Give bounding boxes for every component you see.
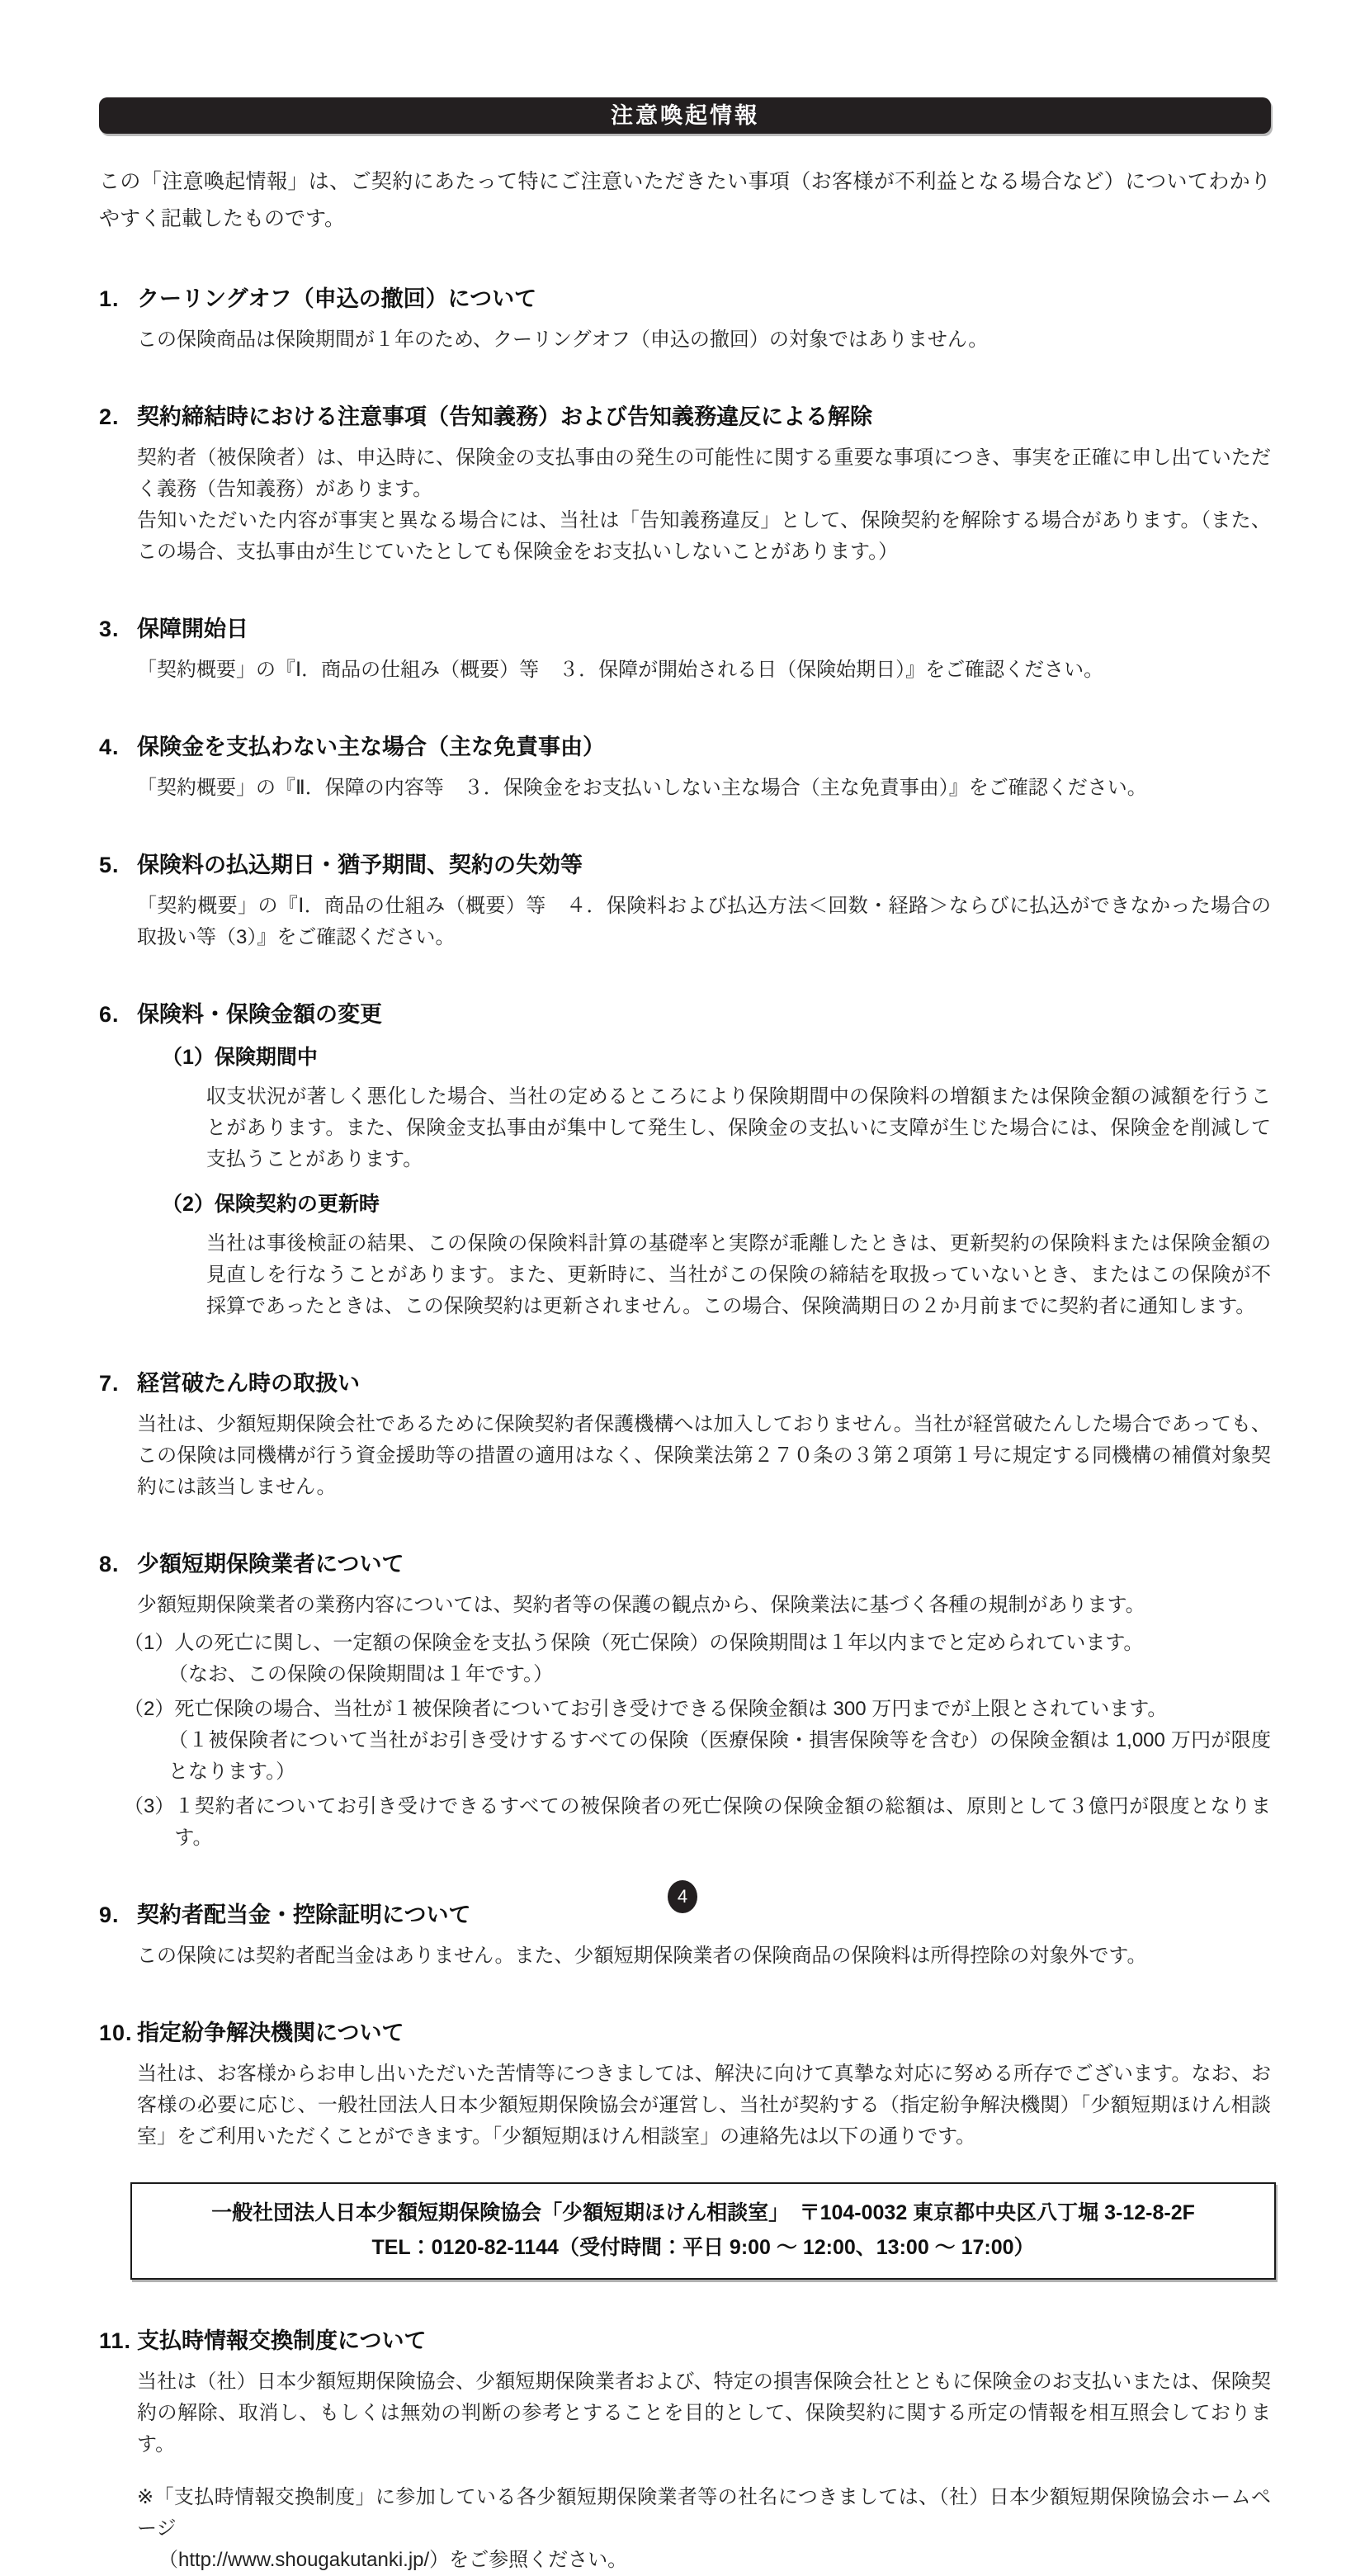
page-number-badge [668,1880,697,1913]
section-premium-amount-change [99,996,1271,1322]
section-body [137,891,1271,953]
section-paragraph: 契約者（被保険者）は、申込時に、保険金の支払事由の発生の可能性に関する重要な事項につき、事実を正確に申し出ていただく義務（告知義務）があります。 [137,447,1271,500]
section-lead-paragraph: 少額短期保険業者の業務内容については、契約者等の保護の観点から、保険業法に基づく各種の規制があります。 [137,1594,1145,1616]
section-number: 4. [99,735,120,759]
list-item-number: （1） [124,1632,175,1654]
section-body [137,1940,1271,1972]
list-item-text: 人の死亡に関し、一定額の保険金を支払う保険（死亡保険）の保険期間は１年以内までと定められています。 [174,1632,1144,1654]
section-paragraph: 当社は、少額短期保険会社であるために保険契約者保護機構へは加入しておりません。当社が経営破たんした場合であっても、この保険は同機構が行う資金援助等の措置の適用はなく、保険業法第２７０条の３第２項第１号に規定する同機構の補償対象契約には該当しません。 [137,1413,1272,1498]
contact-phone-line: TEL：0120-82-1144（受付時間：平日 9:00 ～ 12:00、13:00 ～ 17:00） [371,2236,1035,2259]
section-disclosure-duty [99,399,1271,568]
section-body [124,1590,1271,1854]
section-title: 契約締結時における注意事項（告知義務）および告知義務違反による解除 [137,404,872,429]
section-number: 10. [99,2021,133,2045]
section-premium-payment [99,847,1271,953]
subsection-heading [162,1189,1271,1220]
page-number: 4 [677,1886,688,1907]
footnote [137,2482,1271,2576]
list-item [124,1791,1271,1854]
section-cooling-off [99,281,1271,356]
section-body [137,442,1271,568]
section-paragraph: 「契約概要」の『Ⅱ．保障の内容等 ３．保険金をお支払いしない主な場合（主な免責事由）』をご確認ください。 [137,777,1147,799]
section-title: 保障開始日 [137,617,248,641]
section-number: 5. [99,853,120,877]
section-paragraph: この保険商品は保険期間が１年のため、クーリングオフ（申込の撤回）の対象ではありません。 [137,328,989,351]
list-item-note: （１被保険者について当社がお引き受けするすべての保険（医療保険・損害保険等を含む）の保険金額は 1,000 万円が限度となります。） [168,1729,1271,1783]
list-item-number: （2） [124,1698,175,1720]
subsection-number: （2） [162,1193,215,1216]
section-number: 11. [99,2328,132,2353]
subsection-heading [162,1042,1271,1073]
section-body [137,2366,1271,2576]
section-number: 9. [99,1902,120,1927]
section-title: 保険料・保険金額の変更 [137,1002,382,1027]
section-title: 契約者配当金・控除証明について [137,1902,471,1927]
section-title: 少額短期保険業者について [137,1552,404,1576]
section-small-amount-insurer [99,1546,1271,1854]
section-heading [99,611,1271,643]
footnote-line: ※「支払時情報交換制度」に参加している各少額短期保険業者等の社名につきましては、（社）日本少額短期保険協会ホームページ [137,2486,1271,2540]
section-title: 経営破たん時の取扱い [137,1371,360,1396]
section-title: 保険料の払込期日・猶予期間、契約の失効等 [137,853,583,877]
list-item-text: 死亡保険の場合、当社が１被保険者についてお引き受けできる保険金額は 300 万円までが上限とされています。 [174,1698,1168,1720]
section-dispute-resolution [99,2015,1271,2280]
page-title: 注意喚起情報 [99,97,1271,134]
section-paragraph: 告知いただいた内容が事実と異なる場合には、当社は「告知義務違反」として、保険契約を解除する場合があります。（また、この場合、支払事由が生じていたとしても保険金をお支払いしないことがあります。） [137,509,1271,563]
section-paragraph: 「契約概要」の『Ⅰ．商品の仕組み（概要）等 ３．保障が開始される日（保険始期日）』をご確認ください。 [137,659,1104,681]
subsection-body: 収支状況が著しく悪化した場合、当社の定めるところにより保険期間中の保険料の増額または保険金額の減額を行うことがあります。また、保険金支払事由が集中して発生し、保険金の支払いに支障が生じた場合には、保険金を削減して支払うことがあります。 [206,1085,1271,1170]
section-paragraph: この保険には契約者配当金はありません。また、少額短期保険業者の保険商品の保険料は所得控除の対象外です。 [137,1945,1147,1967]
section-heading [99,399,1271,431]
section-heading [99,1546,1271,1578]
list-item-text: １契約者についてお引き受けできるすべての被保険者の死亡保険の保険金額の総額は、原則として３億円が限度となります。 [174,1795,1271,1849]
section-number: 1. [99,286,120,311]
section-paragraph: 当社は、お客様からお申し出いただいた苦情等につきましては、解決に向けて真摯な対応に努める所存でございます。なお、お客様の必要に応じ、一般社団法人日本少額短期保険協会が運営し、当社が契約する（指定紛争解決機関）「少額短期ほけん相談室」をご利用いただくことができます。「少額短期ほけん相談室」の連絡先は以下の通りです。 [137,2063,1271,2148]
subsection-title: 保険契約の更新時 [214,1193,380,1216]
section-number: 3. [99,617,120,641]
subsection-body: 当社は事後検証の結果、この保険の保険料計算の基礎率と実際が乖離したときは、更新契約の保険料または保険金額の見直しを行なうことがあります。また、更新時に、当社がこの保険の締結を取扱っていないとき、またはこの保険が不採算であったときは、この保険契約は更新されません。この場合、保険満期日の２か月前までに契約者に通知します。 [206,1232,1271,1317]
section-number: 2. [99,404,120,429]
section-heading [99,2015,1271,2047]
regulation-list [124,1628,1271,1854]
section-title: 保険金を支払わない主な場合（主な免責事由） [137,735,605,759]
section-heading [99,1365,1271,1397]
contact-info-box [130,2182,1276,2280]
section-title: クーリングオフ（申込の撤回）について [137,286,537,311]
section-body [137,1042,1271,1322]
section-heading [99,996,1271,1028]
section-payment-info-exchange [99,2323,1271,2576]
section-body [137,655,1271,686]
section-body [137,324,1271,356]
section-body [137,1409,1271,1503]
section-number: 6. [99,1002,120,1027]
list-item-number: （3） [124,1795,175,1817]
section-number: 7. [99,1371,120,1396]
footnote-line: （http://www.shougakutanki.jp/）をご参照ください。 [158,2549,628,2571]
section-bankruptcy-handling [99,1365,1271,1503]
section-heading [99,847,1271,879]
section-heading [99,281,1271,313]
section-title: 指定紛争解決機関について [137,2021,404,2045]
section-paragraph: 「契約概要」の『Ⅰ．商品の仕組み（概要）等 ４．保険料および払込方法＜回数・経路＞ならびに払込ができなかった場合の取扱い等（3）』をご確認ください。 [137,895,1271,948]
section-exclusions [99,729,1271,804]
subsection-during-period [162,1042,1271,1175]
section-body [137,773,1271,804]
list-item [124,1694,1271,1725]
subsection-renewal [162,1189,1271,1322]
subsection-title: 保険期間中 [214,1046,318,1069]
section-heading [99,2323,1271,2355]
section-body [137,2058,1271,2280]
contact-address-line: 一般社団法人日本少額短期保険協会「少額短期ほけん相談室」 〒104-0032 東京都中央区八丁堀 3-12-8-2F [211,2201,1195,2224]
section-number: 8. [99,1552,120,1576]
section-coverage-start-date [99,611,1271,686]
intro-paragraph: この「注意喚起情報」は、ご契約にあたって特にご注意いただきたい事項（お客様が不利益となる場合など）についてわかりやすく記載したものです。 [99,170,1271,230]
list-item [124,1628,1271,1659]
subsection-number: （1） [162,1046,215,1069]
section-title: 支払時情報交換制度について [137,2328,427,2353]
section-paragraph: 当社は（社）日本少額短期保険協会、少額短期保険業者および、特定の損害保険会社とともに保険金のお支払いまたは、保険契約の解除、取消し、もしくは無効の判断の参考とすることを目的として、保険契約に関する所定の情報を相互照会しております。 [137,2370,1271,2455]
list-item-note: （なお、この保険の保険期間は１年です。） [168,1663,554,1685]
section-heading [99,729,1271,761]
